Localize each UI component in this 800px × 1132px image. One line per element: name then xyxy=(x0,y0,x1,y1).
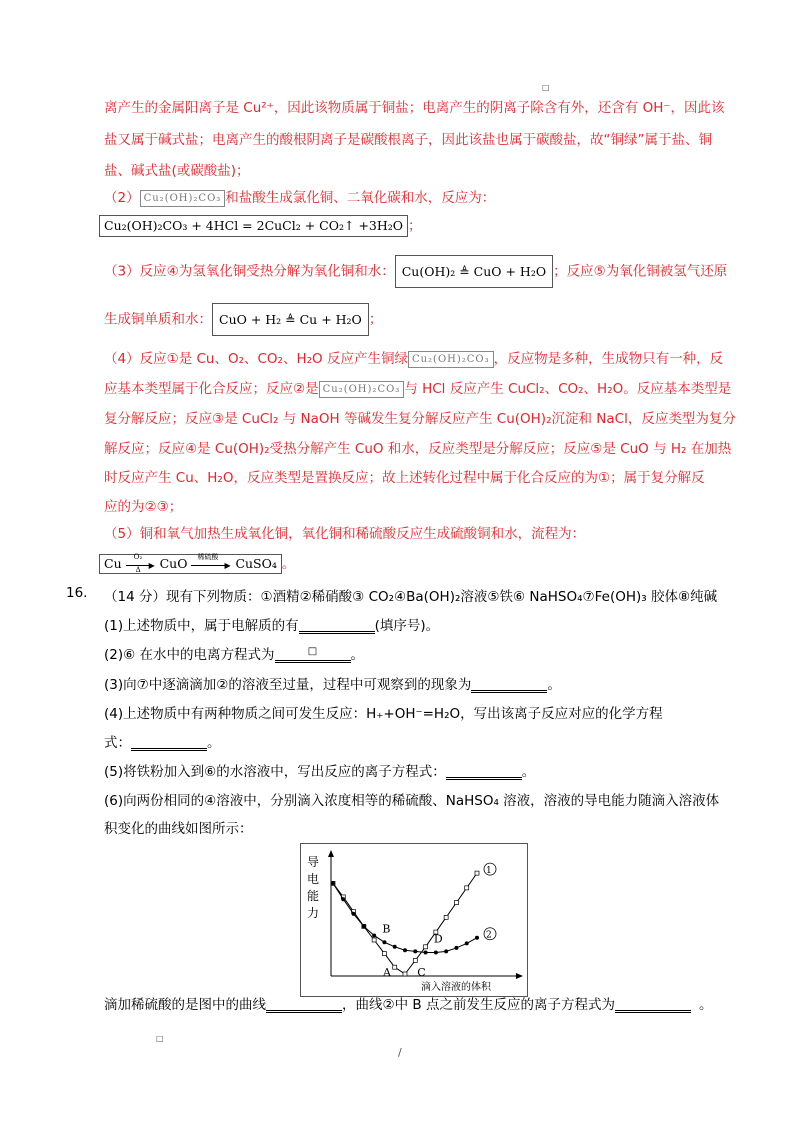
series-1-point xyxy=(475,871,479,875)
series-2-point xyxy=(444,949,448,953)
subquestion-6-cont: 积变化的曲线如图所示： xyxy=(104,821,253,837)
answer-q2-equation-row xyxy=(99,214,422,237)
answer-blank-5[interactable] xyxy=(446,763,522,780)
series-2-point xyxy=(382,940,386,944)
chart-svg xyxy=(301,844,527,996)
question-stem: （14 分）现有下列物质：①酒精②稀硝酸③ CO₂④Ba(OH)₂溶液⑤铁⑥ NaHSO₄⑦Fe(OH)₃ 胶体⑧纯碱 xyxy=(104,589,718,605)
page-mark: / xyxy=(398,1046,402,1059)
bottom-mark: □ xyxy=(156,1034,164,1043)
series-1-point xyxy=(413,958,417,962)
q4-formula2: Cu₂(OH)₂CO₃ xyxy=(319,381,405,398)
flow-cuo: CuO xyxy=(159,556,188,572)
conductivity-chart xyxy=(300,843,528,997)
subquestion-2 xyxy=(104,643,364,663)
q5-end: 。 xyxy=(281,556,296,572)
top-mark: □ xyxy=(542,83,550,92)
answer-q2 xyxy=(104,186,495,207)
answer-blank-6b[interactable] xyxy=(615,996,691,1013)
series-2-point xyxy=(393,945,397,949)
answer-q3-row1 xyxy=(104,255,727,288)
series-2-point xyxy=(341,897,345,901)
series-line-1 xyxy=(333,873,477,974)
q4-line1a: （4）反应①是 Cu、O₂、CO₂、H₂O 反应产生铜绿 xyxy=(104,351,408,367)
ylabel-char: 力 xyxy=(307,906,320,920)
answer-line: 盐、碱式盐(或碳酸盐)； xyxy=(104,163,250,179)
answer-q4-line1 xyxy=(104,347,723,368)
s2-text: (2)⑥ 在水中的电离方程式为 xyxy=(104,647,275,663)
answer-blank-1[interactable] xyxy=(299,617,375,634)
flow-cuso4: CuSO₄ xyxy=(235,556,277,572)
series-2-point xyxy=(424,950,428,954)
series-2-point xyxy=(403,948,407,952)
answer-q5-flow-row xyxy=(99,552,295,574)
q3-end: ； xyxy=(368,311,383,328)
series-2-point xyxy=(465,941,469,945)
series-1-point xyxy=(403,972,407,976)
s2-suffix: 。 xyxy=(350,647,365,663)
q2-end: ； xyxy=(408,218,422,234)
chart-xlabel: 滴入溶液的体积 xyxy=(421,982,491,993)
s3-suffix: 。 xyxy=(547,677,561,693)
series-2-point xyxy=(331,881,335,885)
series-1-point xyxy=(465,886,469,890)
q2-formula-image: Cu₂(OH)₂CO₃ xyxy=(140,190,226,207)
y-axis-arrow xyxy=(328,850,334,857)
q4-formula1: Cu₂(OH)₂CO₃ xyxy=(408,351,494,368)
series-1-point xyxy=(382,952,386,956)
s1-suffix: (填序号)。 xyxy=(374,618,440,634)
s5-text: (5)将铁粉加入到⑥的水溶液中，写出反应的离子方程式： xyxy=(104,764,446,780)
series-2-point xyxy=(475,936,479,940)
answer-line: 离产生的金属阳离子是 Cu²⁺，因此该物质属于铜盐；电离产生的阴离子除含有外，还含有 OH⁻，因此该 xyxy=(104,100,725,116)
s6-text: 滴加稀硫酸的是图中的曲线 xyxy=(104,997,266,1013)
answer-q3-row2 xyxy=(104,303,382,336)
q3-equation2: CuO + H₂ ≜ Cu + H₂O xyxy=(212,303,369,336)
chart-ylabel xyxy=(307,855,319,920)
answer-q4-line4: 解反应；反应④是 Cu(OH)₂受热分解产生 CuO 和水，反应类型是分解反应；反应⑤是 CuO 与 H₂ 在加热 xyxy=(104,441,732,457)
series-1-point xyxy=(424,945,428,949)
subquestion-6-answer xyxy=(104,993,712,1013)
series-2-point xyxy=(362,924,366,928)
series-label: 1 xyxy=(486,866,492,877)
subquestion-1 xyxy=(104,614,439,634)
annotation-C: C xyxy=(417,966,426,979)
flow-arrow1-top: O₂ xyxy=(133,552,143,561)
subquestion-4: (4)上述物质中有两种物质之间可发生反应：H₊+OH⁻=H₂O，写出该离子反应对应的化学方程 xyxy=(104,706,663,722)
flow-arrow2-top: 稀硫酸 xyxy=(197,552,219,561)
s3-text: (3)向⑦中逐滴滴加②的溶液至过量，过程中可观察到的现象为 xyxy=(104,677,472,693)
q4-line2b: 与 HCl 反应产生 CuCl₂、CO₂、H₂O。反应基本类型是 xyxy=(404,381,732,397)
ylabel-char: 能 xyxy=(307,889,320,903)
series-line-2 xyxy=(333,883,477,952)
ylabel-char: 电 xyxy=(307,872,320,886)
q3-text1: （3）反应④为氢氧化铜受热分解为氧化铜和水： xyxy=(104,263,395,280)
answer-blank-6a[interactable] xyxy=(266,996,342,1013)
q2-text: 和盐酸生成氯化铜、二氧化碳和水，反应为： xyxy=(225,190,496,206)
ylabel-char: 导 xyxy=(307,855,320,869)
flow-arrow2: 稀硫酸 ▶ xyxy=(191,558,231,572)
series-2-point xyxy=(352,912,356,916)
s2-mark: □ xyxy=(307,646,318,657)
s1-text: (1)上述物质中，属于电解质的有 xyxy=(104,618,299,634)
q3-text3: 生成铜单质和水： xyxy=(104,311,212,328)
q5-flow xyxy=(99,554,282,574)
subquestion-5 xyxy=(104,760,535,780)
answer-q4-line2 xyxy=(104,377,731,398)
answer-blank-2[interactable] xyxy=(275,646,351,663)
series-2-point xyxy=(454,946,458,950)
flow-arrow1: O₂ ▶ Δ xyxy=(126,558,156,572)
answer-q4-line3: 复分解反应；反应③是 CuCl₂ 与 NaOH 等碱发生复分解反应产生 Cu(OH)₂沉淀和 NaCl，反应类型为复分 xyxy=(104,411,736,427)
x-axis-arrow xyxy=(516,973,523,979)
subquestion-6: (6)向两份相同的④溶液中，分别滴入浓度相等的稀硫酸、NaHSO₄ 溶液，溶液的导电能力随滴入溶液体 xyxy=(104,793,720,809)
s6-text2: ，曲线②中 B 点之前发生反应的离子方程式为 xyxy=(342,997,615,1013)
series-2-point xyxy=(413,949,417,953)
answer-q4-line5: 时反应产生 Cu、H₂O，反应类型是置换反应；故上述转化过程中属于化合反应的为①；属于复分解反 xyxy=(104,470,705,486)
subquestion-4-cont xyxy=(104,731,221,751)
answer-blank-3[interactable] xyxy=(471,676,547,693)
q4-line2a: 应基本类型属于化合反应；反应②是 xyxy=(104,381,319,397)
series-1-point xyxy=(454,901,458,905)
series-2-point xyxy=(434,950,438,954)
answer-line: 盐又属于碱式盐；电离产生的酸根阴离子是碳酸根离子，因此该盐也属于碳酸盐，故“铜绿”属于盐、铜 xyxy=(104,132,712,148)
annotation-B: B xyxy=(382,922,391,936)
q2-number: （2） xyxy=(104,190,140,206)
s6-suffix: 。 xyxy=(698,997,713,1013)
series-2-point xyxy=(372,933,376,937)
s4-prefix: 式： xyxy=(104,735,131,751)
annotation-A: A xyxy=(383,966,391,979)
q3-equation1: Cu(OH)₂ ≜ CuO + H₂O xyxy=(395,255,553,288)
flow-arrow1-bottom: Δ xyxy=(135,565,141,574)
question-number: 16. xyxy=(66,585,88,601)
flow-cu: Cu xyxy=(104,556,122,572)
q2-equation: Cu₂(OH)₂CO₃ + 4HCl = 2CuCl₂ + CO₂↑ +3H₂O xyxy=(99,215,408,237)
series-1-point xyxy=(444,915,448,919)
q4-line1b: ，反应物是多种，生成物只有一种，反 xyxy=(493,351,724,367)
answer-blank-4[interactable] xyxy=(131,734,207,751)
series-1-point xyxy=(393,965,397,969)
annotation-D: D xyxy=(433,932,443,946)
answer-q4-line6: 应的为②③； xyxy=(104,499,183,515)
subquestion-3 xyxy=(104,673,561,693)
s5-suffix: 。 xyxy=(521,764,536,780)
series-1-point xyxy=(372,938,376,942)
answer-q5-text: （5）铜和氧气加热生成氧化铜，氧化铜和稀硫酸反应生成硫酸铜和水，流程为： xyxy=(104,526,586,542)
q3-text2: ；反应⑤为氧化铜被氢气还原 xyxy=(553,263,728,280)
series-label: 2 xyxy=(486,930,492,941)
s4-suffix: 。 xyxy=(207,735,221,751)
